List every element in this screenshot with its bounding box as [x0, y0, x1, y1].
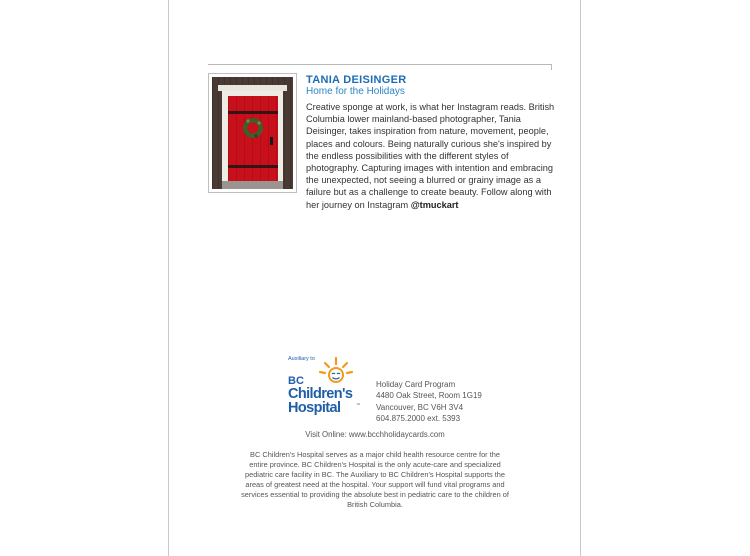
address-street: 4480 Oak Street, Room 1G19	[376, 391, 482, 401]
address-program: Holiday Card Program	[376, 380, 456, 389]
artwork-thumbnail	[208, 73, 297, 193]
logo-line3: Hospital	[288, 400, 341, 416]
bc-childrens-hospital-logo	[278, 354, 368, 416]
divider-line	[208, 64, 552, 65]
hospital-description: BC Children's Hospital serves as a major child health resource centre for the entire province. BC Children's Hospital is the only acute-care and specialized pediatric care facility in BC. The Auxiliary to BC Children's Hospital supports the areas of greatest need at the hospital. Your support will fund vital programs and services essential to providing the absolute best in pediatric care to the children of British Columbia.	[241, 450, 509, 510]
instagram-handle: @tmuckart	[410, 199, 459, 210]
logo-tagline: Auxiliary to	[288, 356, 315, 362]
divider-tick	[551, 64, 552, 70]
artist-name: TANIA DEISINGER	[306, 74, 407, 86]
visit-online-text: Visit Online: www.bcchholidaycards.com	[305, 430, 445, 439]
address-phone: 604.875.2000 ext. 5393	[376, 413, 461, 423]
sun-icon	[320, 358, 352, 382]
logo-line2: Children's	[288, 386, 353, 402]
address-city: Vancouver, BC V6H 3V4	[376, 402, 464, 412]
artist-bio-text: Creative sponge at work, is what her Instagram reads. British Columbia lower mainland-based photographer, Tania Deisinger, takes inspiration from nature, movement, people, places and colours. Being naturally curious she's inspired by the endless possibilities with the different styles of photography. Capturing images with intention and embracing the unexpected, not seeing a blurred or grainy image as a failure but as a challenge to create beauty. Follow along with her journey on Instagram	[306, 102, 555, 210]
red-door-with-wreath-photo	[212, 77, 293, 189]
mailing-address	[376, 379, 482, 424]
logo-line1: BC	[288, 375, 304, 387]
logo-trademark: ™	[356, 402, 360, 407]
artwork-title: Home for the Holidays	[306, 86, 405, 97]
artist-bio	[306, 101, 556, 211]
